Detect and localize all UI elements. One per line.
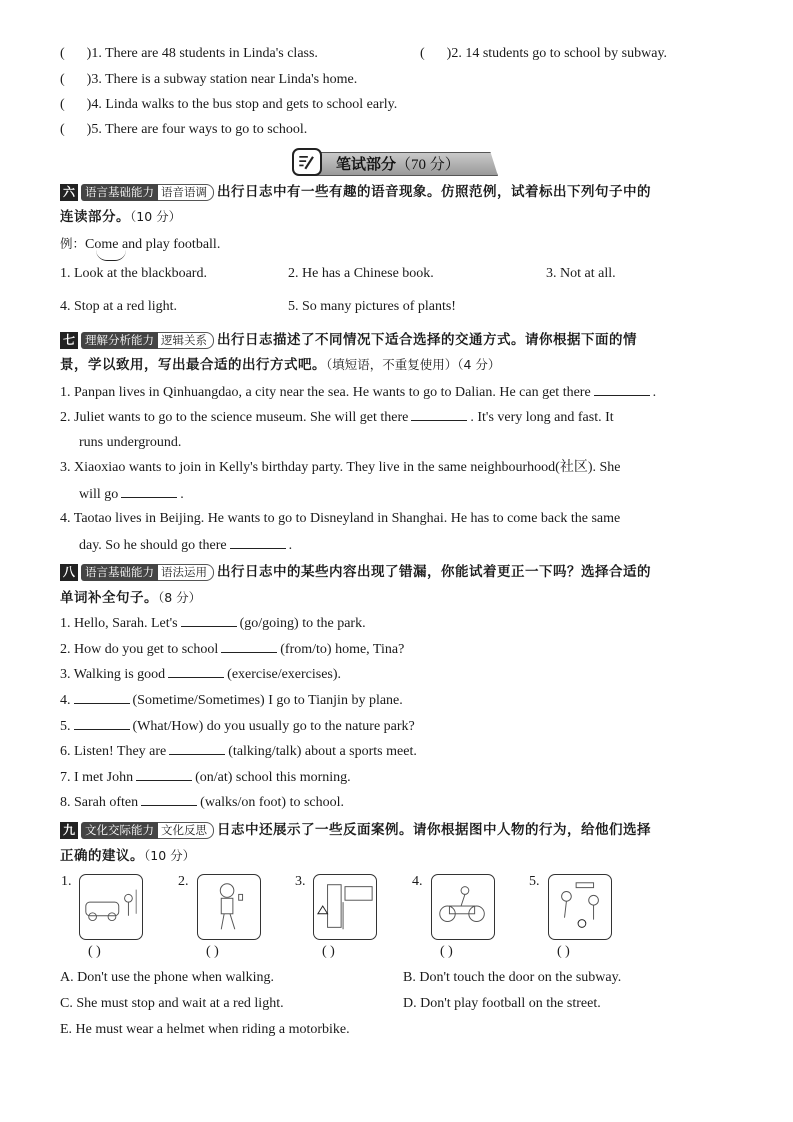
example (60, 235, 220, 254)
instruction: 日志中还展示了一些反面案例。请你根据图中人物的行为，给他们选择 (217, 822, 652, 838)
answer-blank[interactable] (121, 485, 177, 498)
note: （填短语，不重复使用）（4 分） (326, 357, 501, 372)
option-d: D. Don't play football on the street. (403, 996, 601, 1011)
answer-paren[interactable]: ( ) (88, 944, 101, 959)
grammar-item: 8. Sarah often (walks/on foot) to school. (60, 795, 345, 810)
tf-item-1: ( )1. There are 48 students in Linda's class. (60, 46, 318, 61)
pen-paper-icon (292, 148, 322, 176)
option-e: E. He must wear a helmet when riding a motorbike. (60, 1022, 350, 1037)
section-number: 八 (60, 564, 78, 581)
section-8-header-line2: 单词补全句子。（8 分） (60, 590, 202, 606)
subway-door-image (313, 874, 377, 940)
option-c: C. She must stop and wait at a red light. (60, 996, 284, 1011)
answer-paren[interactable]: ( (420, 46, 425, 61)
situation-item-3: 3. Xiaoxiao wants to join in Kelly's birthday party. They live in the same neighbourhood(社区). She (60, 460, 621, 475)
instruction: 出行日志中的某些内容出现了错漏，你能试着更正一下吗？选择合适的 (217, 564, 652, 580)
example-label: 例： (60, 236, 86, 251)
picture-number: 3. (295, 874, 306, 889)
picture-number: 2. (178, 874, 189, 889)
section-9-header (60, 820, 651, 840)
boy-phone-image (197, 874, 261, 940)
ability-tag: 语言基础能力 (81, 184, 158, 201)
score: （8 分） (158, 590, 202, 605)
answer-paren[interactable]: ( ) (322, 944, 335, 959)
motorbike-image (431, 874, 495, 940)
written-part-banner (288, 148, 498, 176)
section-9-header-line2: 正确的建议。（10 分） (60, 848, 196, 864)
tf-item-5: ( )5. There are four ways to go to school. (60, 122, 308, 137)
option-a: A. Don't use the phone when walking. (60, 970, 275, 985)
section-8-header (60, 562, 651, 582)
section-number: 七 (60, 332, 78, 349)
picture-number: 1. (61, 874, 72, 889)
answer-blank[interactable] (168, 665, 224, 678)
answer-blank[interactable] (141, 793, 197, 806)
liaison-item: 2. He has a Chinese book. (288, 266, 434, 281)
skill-tag: 逻辑关系 (158, 332, 214, 349)
situation-item-4-cont: day. So he should go there . (79, 538, 293, 553)
liaison-arc-mark (96, 250, 126, 261)
answer-blank[interactable] (169, 742, 225, 755)
answer-paren[interactable]: ( ) (557, 944, 570, 959)
picture-number: 5. (529, 874, 540, 889)
grammar-item: 7. I met John (on/at) school this morning. (60, 770, 351, 785)
score: （10 分） (130, 209, 182, 224)
section-6-header (60, 182, 651, 202)
ability-tag: 文化交际能力 (81, 822, 158, 839)
ability-tag: 语言基础能力 (81, 564, 158, 581)
tf-item-3: ( )3. There is a subway station near Linda's home. (60, 72, 358, 87)
answer-blank[interactable] (221, 640, 277, 653)
situation-item-1: 1. Panpan lives in Qinhuangdao, a city near the sea. He wants to go to Dalian. He can get there . (60, 385, 657, 400)
grammar-item: 1. Hello, Sarah. Let's (go/going) to the park. (60, 616, 366, 631)
ability-tag: 理解分析能力 (81, 332, 158, 349)
situation-item-2-cont: runs underground. (79, 435, 182, 450)
situation-item-2: 2. Juliet wants to go to the science museum. She will get there . It's very long and fast. It (60, 410, 614, 425)
answer-blank[interactable] (136, 768, 192, 781)
tf-item-2: ( )2. 14 students go to school by subway. (420, 46, 668, 61)
section-7-header (60, 330, 637, 350)
answer-paren[interactable]: ( (60, 46, 65, 61)
answer-blank[interactable] (74, 717, 130, 730)
section-number: 六 (60, 184, 78, 201)
grammar-item: 6. Listen! They are (talking/talk) about a sports meet. (60, 744, 417, 759)
situation-item-4: 4. Taotao lives in Beijing. He wants to go to Disneyland in Shanghai. He has to come back the same (60, 511, 621, 526)
answer-paren[interactable]: ( ) (440, 944, 453, 959)
answer-blank[interactable] (230, 536, 286, 549)
liaison-item: 5. So many pictures of plants! (288, 299, 456, 314)
banner-title: 笔试部分（70 分） (336, 155, 460, 173)
skill-tag: 语法运用 (158, 564, 214, 581)
score: （10 分） (144, 848, 196, 863)
grammar-item: 3. Walking is good (exercise/exercises). (60, 667, 342, 682)
answer-blank[interactable] (181, 614, 237, 627)
tf-item-4: ( )4. Linda walks to the bus stop and gets to school early. (60, 97, 398, 112)
instruction: 出行日志描述了不同情况下适合选择的交通方式。请你根据下面的情 (217, 332, 638, 348)
grammar-item: 5. (What/How) do you usually go to the nature park? (60, 719, 415, 734)
option-b: B. Don't touch the door on the subway. (403, 970, 622, 985)
street-football-image (548, 874, 612, 940)
grammar-item: 2. How do you get to school (from/to) home, Tina? (60, 642, 405, 657)
situation-item-3-cont: will go . (79, 487, 184, 502)
answer-paren[interactable]: ( (60, 122, 65, 137)
picture-number: 4. (412, 874, 423, 889)
answer-blank[interactable] (411, 408, 467, 421)
example-text: Come and play football. (85, 237, 221, 252)
liaison-item: 4. Stop at a red light. (60, 299, 178, 314)
section-number: 九 (60, 822, 78, 839)
answer-paren[interactable]: ( (60, 72, 65, 87)
answer-blank[interactable] (74, 691, 130, 704)
answer-paren[interactable]: ( ) (206, 944, 219, 959)
answer-paren[interactable]: ( (60, 97, 65, 112)
section-6-header-line2: 连读部分。（10 分） (60, 209, 182, 225)
answer-blank[interactable] (594, 383, 650, 396)
section-7-header-line2: 景，学以致用，写出最合适的出行方式吧。（填短语，不重复使用）（4 分） (60, 357, 501, 373)
car-crossing-image (79, 874, 143, 940)
grammar-item: 4. (Sometime/Sometimes) I go to Tianjin by plane. (60, 693, 403, 708)
liaison-item: 1. Look at the blackboard. (60, 266, 207, 281)
skill-tag: 文化反思 (158, 822, 214, 839)
skill-tag: 语音语调 (158, 184, 214, 201)
instruction: 出行日志中有一些有趣的语音现象。仿照范例，试着标出下列句子中的 (217, 184, 652, 200)
liaison-item: 3. Not at all. (546, 266, 616, 281)
